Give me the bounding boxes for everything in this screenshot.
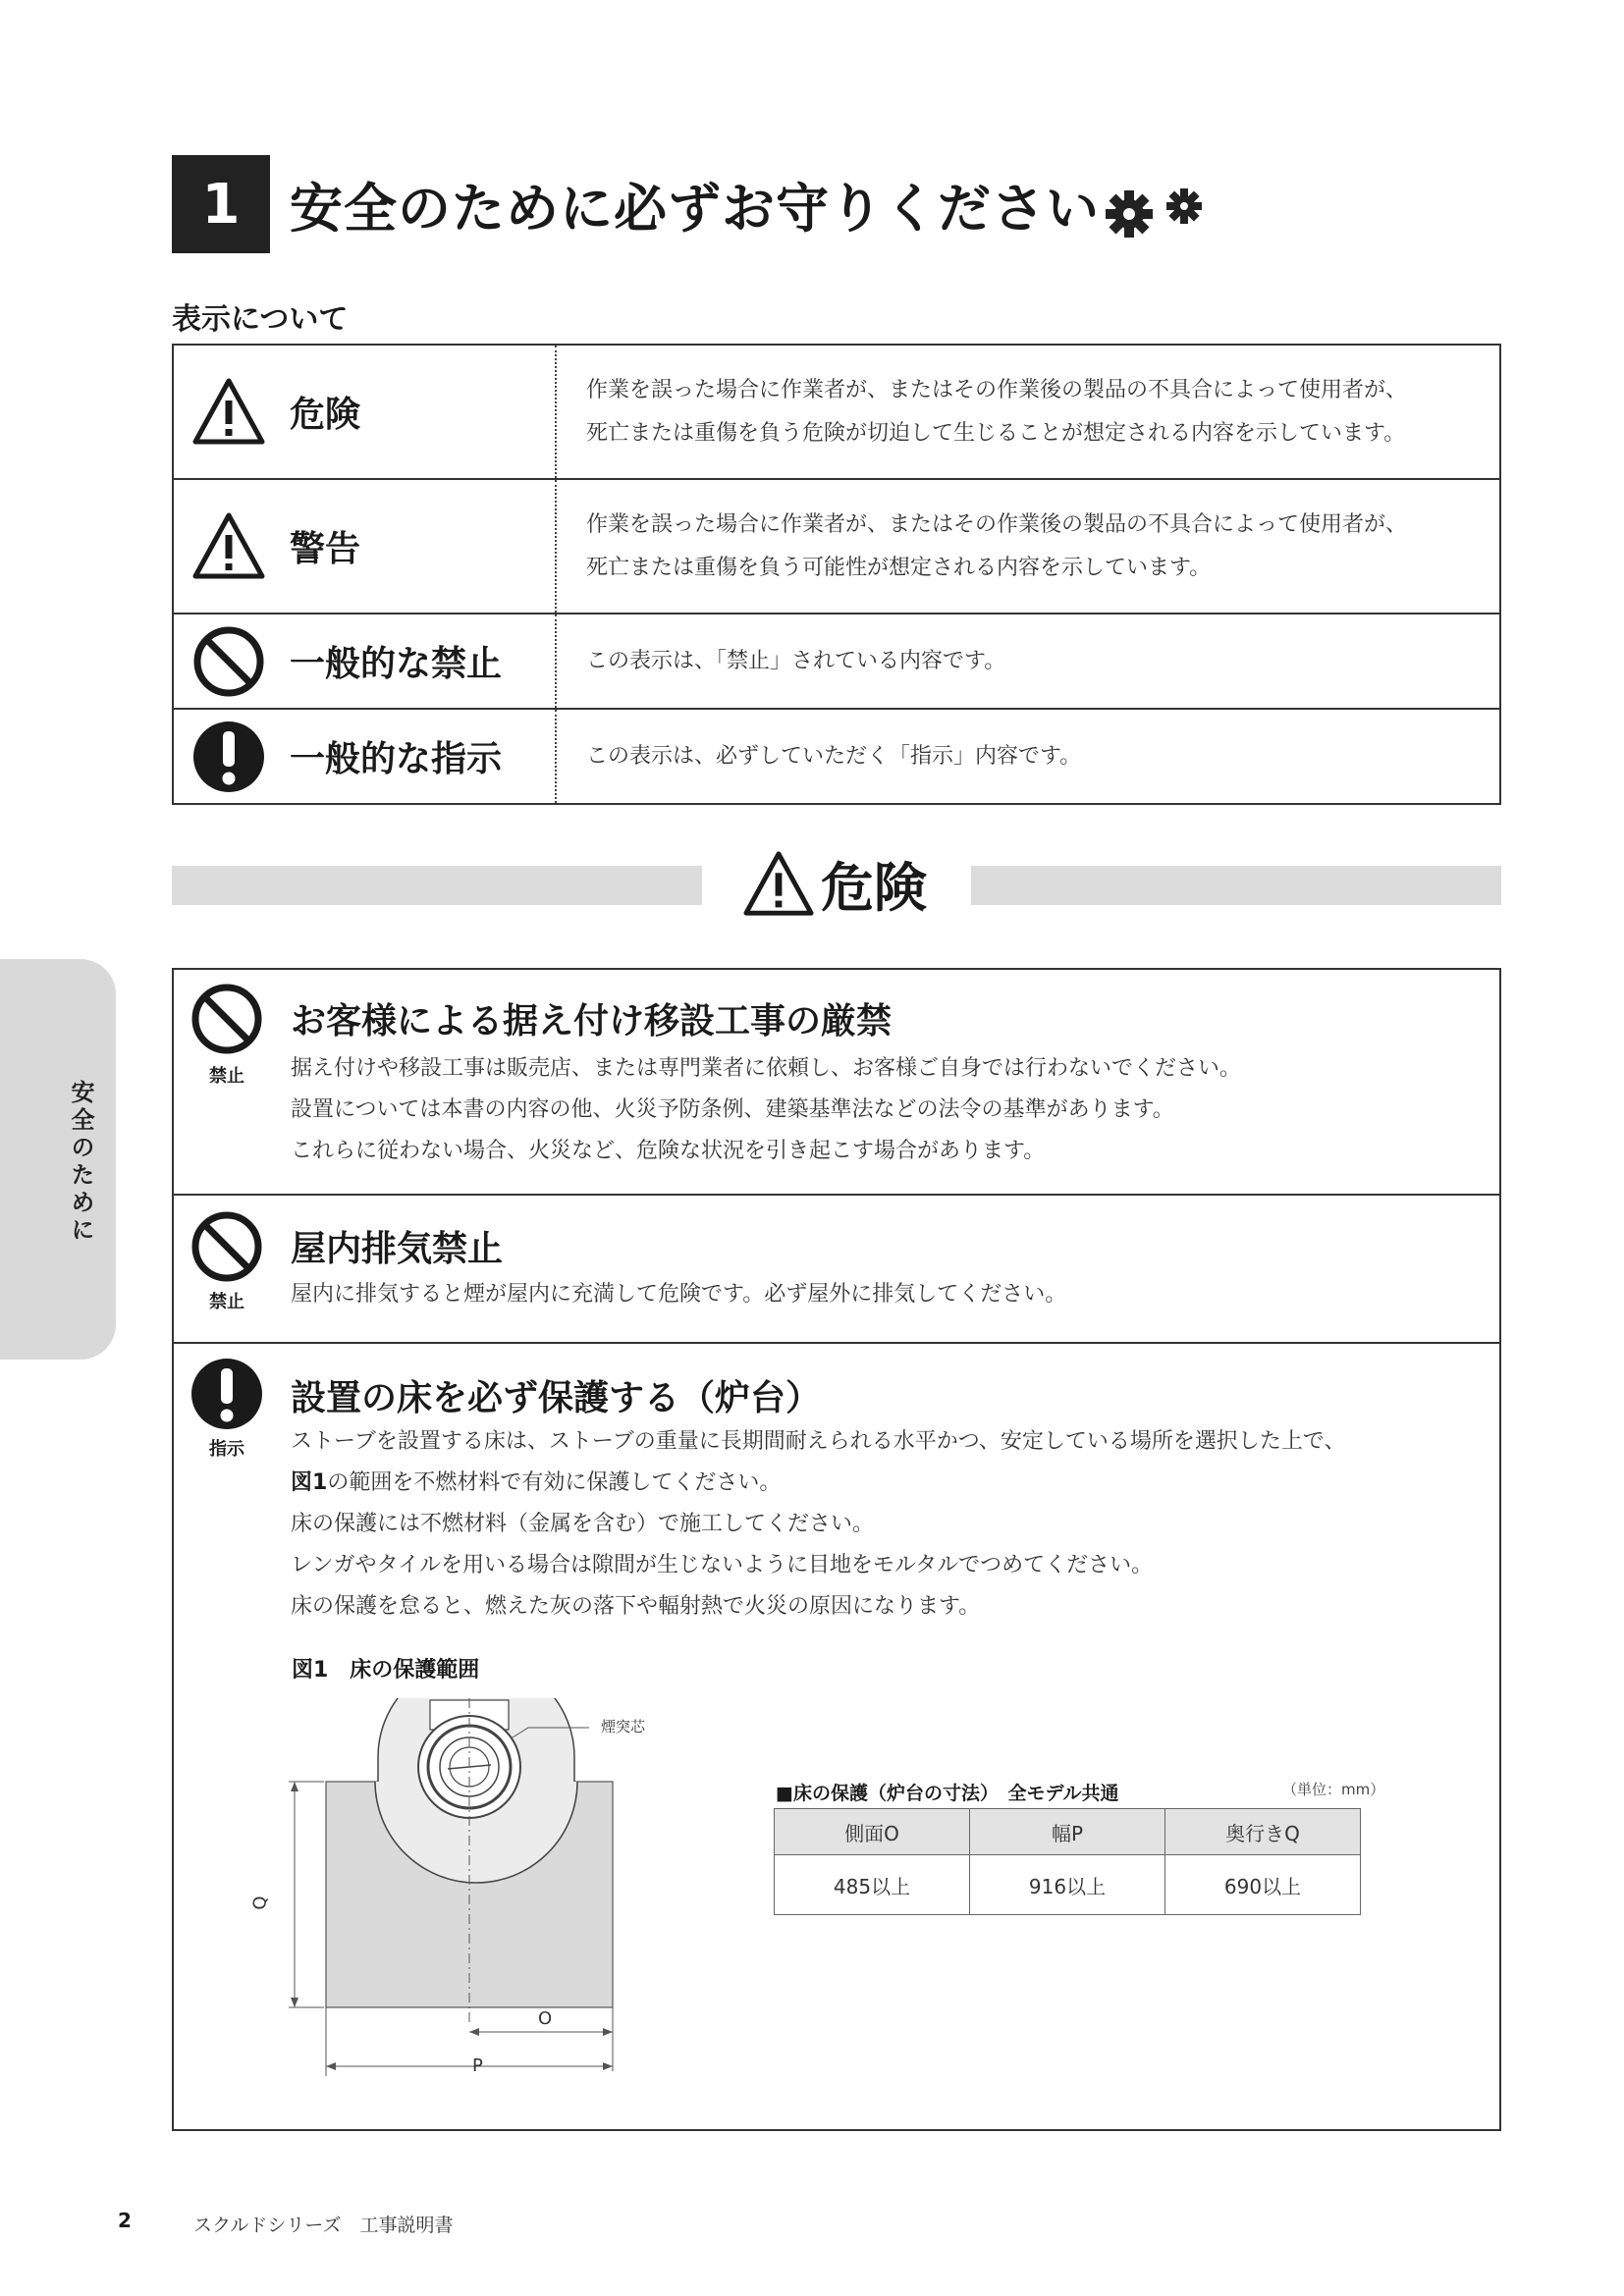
legend-label: 一般的な指示	[290, 739, 503, 779]
legend-label: 危険	[290, 395, 361, 435]
section-title: 安全のために必ずお守りください	[290, 178, 1100, 240]
legend-row-warning	[174, 480, 1499, 614]
legend-row-danger	[174, 346, 1499, 480]
warning-triangle-icon	[191, 509, 266, 584]
legend-table	[172, 344, 1501, 805]
side-tab	[0, 959, 116, 1360]
floor-protection-diagram	[265, 1698, 687, 2091]
prohibition-icon	[189, 1209, 264, 1284]
prohibition-icon	[191, 624, 266, 699]
legend-row-instruction	[174, 710, 1499, 803]
dimension-p-label: P	[472, 2056, 483, 2076]
dimension-q-label: Q	[249, 1896, 271, 1910]
legend-row-prohibition	[174, 614, 1499, 710]
spec-table	[774, 1808, 1361, 1915]
item-line: 床の保護を怠ると、燃えた灰の落下や輻射熱で火災の原因になります。	[291, 1594, 981, 1619]
page-number: 2	[118, 2209, 132, 2232]
item-caption: 指示	[209, 1439, 244, 1460]
legend-desc-line: この表示は、「禁止」されている内容です。	[586, 648, 1006, 673]
side-tab-label: 安全のために	[67, 1080, 94, 1245]
gears-icon	[1098, 183, 1216, 241]
item-line: 設置については本書の内容の他、火災予防条例、建築基準法などの法令の基準があります。	[291, 1097, 1174, 1122]
danger-label: 危険	[821, 857, 927, 919]
divider	[172, 1194, 1501, 1196]
flue-label: 煙突芯	[601, 1718, 646, 1735]
danger-heading	[742, 846, 927, 922]
spec-value-row	[775, 1855, 1361, 1915]
spec-title: ■床の保護（炉台の寸法） 全モデル共通	[776, 1783, 1119, 1804]
legend-heading: 表示について	[172, 302, 349, 337]
spec-header: 奥行きQ	[1165, 1809, 1361, 1855]
item-caption: 禁止	[209, 1292, 244, 1312]
exclamation-icon	[191, 720, 266, 794]
spec-header-row	[775, 1809, 1361, 1855]
legend-desc-line: この表示は、必ずしていただく「指示」内容です。	[586, 743, 1082, 769]
item-line: 図1の範囲を不燃材料で有効に保護してください。	[291, 1470, 782, 1495]
item-title: 設置の床を必ず保護する（炉台）	[291, 1378, 822, 1418]
item-line: 据え付けや移設工事は販売店、または専門業者に依頼し、お客様ご自身では行わないでください。	[291, 1056, 1242, 1081]
spec-header: 幅P	[970, 1809, 1165, 1855]
item-line: レンガやタイルを用いる場合は隙間が生じないように目地をモルタルでつめてください。	[291, 1553, 1154, 1577]
dimension-o-label: O	[538, 2008, 553, 2029]
item-body	[291, 1421, 1345, 1628]
legend-desc-line: 死亡または重傷を負う危険が切迫して生じることが想定される内容を示しています。	[586, 420, 1406, 446]
spec-value: 916以上	[970, 1855, 1165, 1915]
item-body	[291, 1048, 1241, 1172]
legend-desc-line: 作業を誤った場合に作業者が、またはその作業後の製品の不具合によって使用者が、	[586, 511, 1408, 537]
figure-ref: 図1	[291, 1470, 328, 1495]
item-body	[291, 1274, 1066, 1315]
item-line: ストーブを設置する床は、ストーブの重量に長期間耐えられる水平かつ、安定している場所を選択した上で、	[291, 1429, 1346, 1454]
danger-band-left	[172, 866, 702, 905]
item-title: お客様による据え付け移設工事の厳禁	[291, 1001, 893, 1041]
prohibition-icon	[189, 982, 264, 1056]
spec-header: 側面O	[775, 1809, 970, 1855]
exclamation-icon	[189, 1357, 264, 1431]
section-number: 1	[172, 155, 270, 253]
warning-triangle-icon	[191, 375, 266, 450]
divider	[172, 1342, 1501, 1344]
item-line: 床の保護には不燃材料（金属を含む）で施工してください。	[291, 1512, 875, 1536]
spec-value: 690以上	[1165, 1855, 1361, 1915]
document-title: スクルドシリーズ 工事説明書	[193, 2215, 454, 2236]
spec-unit: （単位：mm）	[1282, 1781, 1385, 1798]
warning-triangle-icon	[742, 848, 815, 921]
legend-label: 警告	[290, 529, 361, 569]
legend-label: 一般的な禁止	[290, 644, 503, 684]
legend-desc-line: 死亡または重傷を負う可能性が想定される内容を示しています。	[586, 555, 1212, 580]
item-line: これらに従わない場合、火災など、危険な状況を引き起こす場合があります。	[291, 1139, 1046, 1163]
danger-band-right	[971, 866, 1501, 905]
figure-caption: 図1 床の保護範囲	[292, 1658, 480, 1682]
item-title: 屋内排気禁止	[291, 1229, 504, 1269]
spec-value: 485以上	[775, 1855, 970, 1915]
item-line: 屋内に排気すると煙が屋内に充満して危険です。必ず屋外に排気してください。	[291, 1282, 1067, 1307]
item-caption: 禁止	[209, 1066, 244, 1087]
legend-desc-line: 作業を誤った場合に作業者が、またはその作業後の製品の不具合によって使用者が、	[586, 377, 1408, 402]
